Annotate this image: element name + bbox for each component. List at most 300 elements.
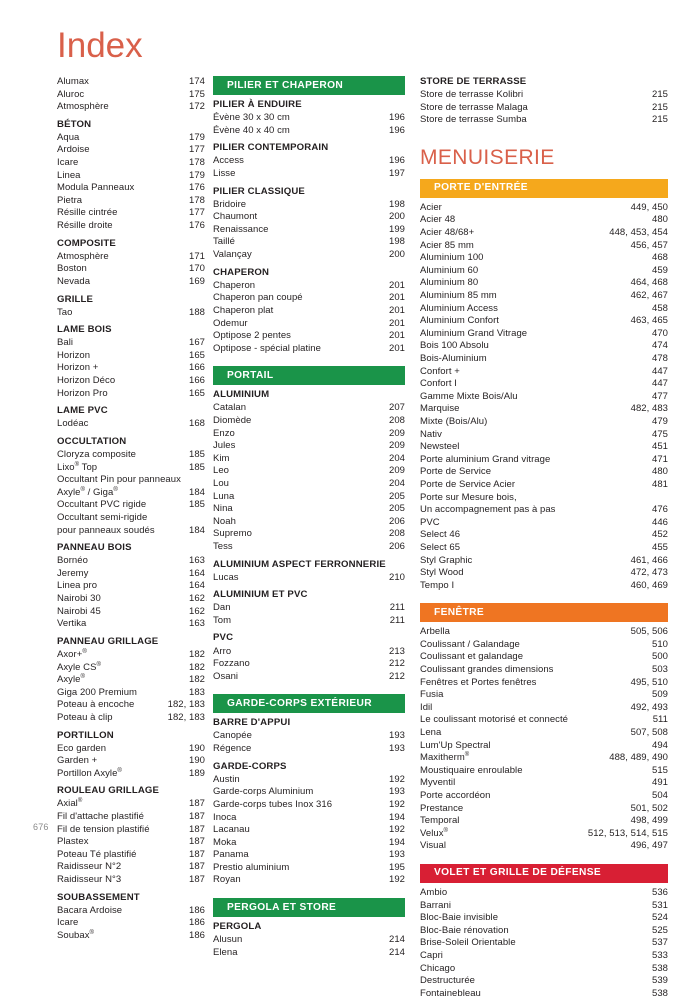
index-entry[interactable] bbox=[420, 303, 668, 316]
entry-name: Nairobi 45 bbox=[57, 605, 101, 617]
index-entry[interactable] bbox=[420, 950, 668, 963]
entry-name: Arbella bbox=[420, 626, 450, 638]
entry-page-number: 495, 510 bbox=[630, 676, 668, 688]
index-entry[interactable] bbox=[213, 862, 405, 875]
index-entry[interactable] bbox=[213, 211, 405, 224]
entry-page-number: 189 bbox=[188, 767, 205, 779]
entry-name: Marquise bbox=[420, 403, 460, 415]
entry-page-number: 187 bbox=[188, 798, 205, 810]
entry-name: pour panneaux soudés bbox=[57, 524, 155, 536]
entry-name: Renaissance bbox=[213, 223, 269, 235]
index-entry[interactable] bbox=[213, 453, 405, 466]
entry-page-number: 196 bbox=[388, 112, 405, 124]
page-number: 676 bbox=[33, 822, 49, 832]
entry-name: Idil bbox=[420, 701, 433, 713]
index-entry[interactable] bbox=[57, 170, 205, 183]
index-entry[interactable] bbox=[213, 491, 405, 504]
index-entry[interactable] bbox=[420, 214, 668, 227]
index-entry[interactable] bbox=[420, 925, 668, 938]
index-entry[interactable] bbox=[213, 318, 405, 331]
entry-name: Barrani bbox=[420, 899, 451, 911]
index-entry[interactable] bbox=[420, 555, 668, 568]
index-entry[interactable] bbox=[57, 375, 205, 388]
index-entry[interactable] bbox=[420, 912, 668, 925]
entry-name: Garden + bbox=[57, 755, 98, 767]
index-entry[interactable] bbox=[57, 849, 205, 862]
index-entry[interactable] bbox=[57, 499, 205, 512]
entry-name: Résille cintrée bbox=[57, 207, 118, 219]
index-entry[interactable] bbox=[57, 76, 205, 89]
entry-name: Occultant PVC rigide bbox=[57, 499, 147, 511]
entry-name: Optipose 2 pentes bbox=[213, 330, 291, 342]
index-entry[interactable] bbox=[213, 615, 405, 628]
group-heading: CHAPERON bbox=[213, 266, 270, 278]
index-entry[interactable] bbox=[57, 555, 205, 568]
index-entry[interactable] bbox=[420, 252, 668, 265]
entry-name: Axyle® bbox=[57, 673, 85, 686]
index-entry[interactable] bbox=[420, 378, 668, 391]
index-entry[interactable] bbox=[57, 157, 205, 170]
index-entry[interactable] bbox=[57, 307, 205, 320]
index-entry[interactable] bbox=[213, 874, 405, 887]
index-entry[interactable] bbox=[57, 824, 205, 837]
entry-name: Atmosphère bbox=[57, 101, 109, 113]
entry-name: Raidisseur N°3 bbox=[57, 874, 122, 886]
entry-name: Valançay bbox=[213, 249, 252, 261]
entry-name: Occultant Pin pour panneaux bbox=[57, 474, 181, 486]
entry-name: Lixo® Top bbox=[57, 461, 98, 473]
entry-page-number: 201 bbox=[388, 330, 405, 342]
index-entry[interactable] bbox=[420, 517, 668, 530]
index-entry[interactable] bbox=[420, 790, 668, 803]
index-entry[interactable] bbox=[213, 743, 405, 756]
entry-name: Luna bbox=[213, 490, 235, 502]
entry-name: Poteau à encoche bbox=[57, 699, 135, 711]
index-entry[interactable] bbox=[420, 529, 668, 542]
index-entry[interactable] bbox=[57, 388, 205, 401]
index-entry[interactable] bbox=[57, 768, 205, 781]
index-entry[interactable] bbox=[57, 743, 205, 756]
entry-page-number: 538 bbox=[651, 962, 668, 974]
index-entry[interactable] bbox=[213, 730, 405, 743]
entry-page-number: 468 bbox=[651, 252, 668, 264]
index-entry[interactable] bbox=[420, 265, 668, 278]
entry-name: Lisse bbox=[213, 167, 236, 179]
index-entry[interactable] bbox=[420, 803, 668, 816]
entry-page-number: 201 bbox=[388, 304, 405, 316]
index-entry[interactable] bbox=[213, 824, 405, 837]
index-entry[interactable] bbox=[57, 930, 205, 943]
index-entry[interactable] bbox=[420, 626, 668, 639]
entry-page-number: 448, 453, 454 bbox=[609, 227, 668, 239]
entry-name: Diomède bbox=[213, 414, 252, 426]
entry-page-number: 539 bbox=[651, 975, 668, 987]
index-entry[interactable] bbox=[420, 727, 668, 740]
entry-page-number: 207 bbox=[388, 402, 405, 414]
index-entry[interactable] bbox=[213, 224, 405, 237]
index-entry[interactable] bbox=[57, 606, 205, 619]
index-entry[interactable] bbox=[420, 777, 668, 790]
entry-name: Select 46 bbox=[420, 529, 461, 541]
index-entry[interactable] bbox=[213, 125, 405, 138]
entry-name: Bois 100 Absolu bbox=[420, 340, 489, 352]
index-entry[interactable] bbox=[57, 101, 205, 114]
entry-name: Horizon Pro bbox=[57, 387, 108, 399]
index-entry[interactable] bbox=[420, 988, 668, 1000]
entry-page-number: 179 bbox=[188, 169, 205, 181]
index-entry[interactable] bbox=[213, 343, 405, 356]
index-entry[interactable] bbox=[57, 662, 205, 675]
group-heading: OCCULTATION bbox=[57, 435, 127, 447]
index-entry[interactable] bbox=[57, 418, 205, 431]
entry-name: Nina bbox=[213, 503, 233, 515]
entry-name: Arro bbox=[213, 645, 232, 657]
index-entry[interactable] bbox=[420, 277, 668, 290]
entry-page-number: 185 bbox=[188, 449, 205, 461]
entry-name: Axyle® / Giga® bbox=[57, 486, 118, 498]
index-entry[interactable] bbox=[57, 207, 205, 220]
entry-name: Leo bbox=[213, 465, 230, 477]
entry-page-number: 190 bbox=[188, 755, 205, 767]
index-entry[interactable] bbox=[420, 89, 668, 102]
entry-name: Moka bbox=[213, 836, 237, 848]
entry-name: Store de terrasse Sumba bbox=[420, 114, 527, 126]
entry-page-number: 460, 469 bbox=[630, 579, 668, 591]
index-entry[interactable] bbox=[420, 752, 668, 765]
entry-page-number: 205 bbox=[388, 490, 405, 502]
index-entry[interactable] bbox=[420, 714, 668, 727]
entry-page-number: 165 bbox=[188, 349, 205, 361]
entry-page-number: 164 bbox=[188, 580, 205, 592]
index-entry[interactable] bbox=[420, 240, 668, 253]
index-entry[interactable] bbox=[57, 132, 205, 145]
index-entry[interactable] bbox=[57, 712, 205, 725]
index-entry[interactable] bbox=[57, 337, 205, 350]
index-entry[interactable] bbox=[57, 350, 205, 363]
index-entry[interactable] bbox=[57, 182, 205, 195]
index-entry[interactable] bbox=[57, 449, 205, 462]
index-entry[interactable] bbox=[420, 290, 668, 303]
index-entry[interactable] bbox=[57, 276, 205, 289]
group-heading: STORE DE TERRASSE bbox=[420, 76, 527, 87]
index-entry[interactable] bbox=[420, 664, 668, 677]
index-entry[interactable] bbox=[213, 249, 405, 262]
index-entry[interactable] bbox=[420, 840, 668, 853]
entry-page-number: 215 bbox=[651, 114, 668, 126]
entry-page-number: 212 bbox=[388, 658, 405, 670]
entry-page-number: 178 bbox=[188, 194, 205, 206]
index-entry[interactable] bbox=[213, 602, 405, 615]
entry-page-number: 209 bbox=[388, 465, 405, 477]
entry-page-number: 185 bbox=[188, 499, 205, 511]
index-entry[interactable] bbox=[213, 415, 405, 428]
entry-page-number: 214 bbox=[388, 946, 405, 958]
entry-page-number: 515 bbox=[651, 764, 668, 776]
index-entry[interactable] bbox=[57, 687, 205, 700]
entry-page-number: 179 bbox=[188, 131, 205, 143]
entry-page-number: 496, 497 bbox=[630, 840, 668, 852]
index-entry[interactable] bbox=[420, 353, 668, 366]
entry-page-number: 165 bbox=[188, 387, 205, 399]
entry-name: Canopée bbox=[213, 730, 252, 742]
entry-name: Store de terrasse Kolibri bbox=[420, 89, 524, 101]
entry-name: Access bbox=[213, 155, 244, 167]
index-entry[interactable] bbox=[420, 580, 668, 593]
entry-name: Catalan bbox=[213, 402, 247, 414]
entry-name: Porte sur Mesure bois, bbox=[420, 491, 517, 503]
entry-page-number: 198 bbox=[388, 236, 405, 248]
index-entry[interactable] bbox=[213, 528, 405, 541]
index-entry[interactable] bbox=[213, 292, 405, 305]
entry-page-number: 162 bbox=[188, 605, 205, 617]
index-entry[interactable] bbox=[420, 828, 668, 841]
index-entry[interactable] bbox=[420, 975, 668, 988]
entry-name: Confort I bbox=[420, 378, 457, 390]
entry-page-number: 215 bbox=[651, 101, 668, 113]
entry-name: Fozzano bbox=[213, 658, 250, 670]
index-entry[interactable] bbox=[57, 811, 205, 824]
entry-name: Acier 48 bbox=[420, 214, 456, 226]
index-entry[interactable] bbox=[213, 541, 405, 554]
entry-page-number: 167 bbox=[188, 337, 205, 349]
index-entry[interactable] bbox=[213, 155, 405, 168]
index-entry[interactable] bbox=[420, 416, 668, 429]
entry-page-number: 187 bbox=[188, 811, 205, 823]
entry-name: Portillon Axyle® bbox=[57, 767, 122, 779]
entry-page-number: 511 bbox=[652, 714, 668, 726]
entry-page-number: 187 bbox=[188, 836, 205, 848]
index-entry[interactable] bbox=[420, 677, 668, 690]
entry-page-number: 212 bbox=[388, 670, 405, 682]
entry-page-number: 175 bbox=[188, 88, 205, 100]
index-entry[interactable] bbox=[57, 649, 205, 662]
index-entry[interactable] bbox=[57, 144, 205, 157]
index-entry[interactable] bbox=[420, 740, 668, 753]
group-heading: PILIER CLASSIQUE bbox=[213, 185, 305, 197]
index-entry[interactable] bbox=[213, 799, 405, 812]
index-entry[interactable] bbox=[420, 542, 668, 555]
entry-page-number: 196 bbox=[388, 155, 405, 167]
index-entry[interactable] bbox=[213, 428, 405, 441]
index-entry[interactable] bbox=[420, 114, 668, 127]
entry-page-number: 182, 183 bbox=[167, 699, 205, 711]
entry-page-number: 201 bbox=[388, 292, 405, 304]
entry-name: Icare bbox=[57, 917, 79, 929]
index-entry[interactable] bbox=[420, 567, 668, 580]
entry-page-number: 193 bbox=[388, 849, 405, 861]
index-entry[interactable] bbox=[213, 786, 405, 799]
entry-name: Évène 40 x 40 cm bbox=[213, 124, 290, 136]
index-entry[interactable] bbox=[420, 466, 668, 479]
index-entry[interactable] bbox=[213, 812, 405, 825]
index-entry[interactable] bbox=[57, 474, 205, 487]
entry-page-number: 190 bbox=[188, 742, 205, 754]
entry-name: Myventil bbox=[420, 777, 456, 789]
index-entry[interactable] bbox=[57, 755, 205, 768]
index-entry[interactable] bbox=[213, 236, 405, 249]
index-entry[interactable] bbox=[57, 195, 205, 208]
index-entry[interactable] bbox=[213, 478, 405, 491]
index-entry[interactable] bbox=[420, 391, 668, 404]
entry-page-number: 187 bbox=[188, 861, 205, 873]
index-entry[interactable] bbox=[57, 568, 205, 581]
page-title: Index bbox=[57, 26, 143, 65]
index-entry[interactable] bbox=[420, 504, 668, 517]
entry-name: Aluminium 60 bbox=[420, 264, 479, 276]
index-entry[interactable] bbox=[420, 963, 668, 976]
entry-page-number: 488, 489, 490 bbox=[609, 752, 668, 764]
index-entry[interactable] bbox=[57, 618, 205, 631]
index-entry[interactable] bbox=[420, 937, 668, 950]
index-entry[interactable] bbox=[213, 947, 405, 960]
entry-page-number: 208 bbox=[388, 414, 405, 426]
index-entry[interactable] bbox=[57, 263, 205, 276]
index-entry[interactable] bbox=[420, 639, 668, 652]
entry-page-number: 491 bbox=[651, 777, 668, 789]
index-entry[interactable] bbox=[420, 403, 668, 416]
entry-page-number: 200 bbox=[388, 249, 405, 261]
index-entry[interactable] bbox=[57, 593, 205, 606]
index-entry[interactable] bbox=[420, 340, 668, 353]
entry-name: Enzo bbox=[213, 427, 235, 439]
entry-page-number: 166 bbox=[188, 375, 205, 387]
index-entry[interactable] bbox=[213, 199, 405, 212]
index-entry[interactable] bbox=[57, 251, 205, 264]
index-entry[interactable] bbox=[213, 503, 405, 516]
index-entry[interactable] bbox=[57, 362, 205, 375]
entry-name: Dan bbox=[213, 602, 231, 614]
index-entry[interactable] bbox=[57, 487, 205, 500]
index-entry[interactable] bbox=[420, 328, 668, 341]
entry-page-number: 211 bbox=[389, 602, 405, 614]
index-entry[interactable] bbox=[213, 516, 405, 529]
entry-name: Soubax® bbox=[57, 929, 95, 941]
entry-page-number: 509 bbox=[651, 689, 668, 701]
index-entry[interactable] bbox=[57, 861, 205, 874]
entry-page-number: 471 bbox=[651, 453, 668, 465]
index-entry[interactable] bbox=[57, 512, 205, 525]
entry-name: Fil d'attache plastifié bbox=[57, 811, 144, 823]
entry-page-number: 185 bbox=[188, 461, 205, 473]
entry-page-number: 183 bbox=[188, 686, 205, 698]
index-entry[interactable] bbox=[213, 168, 405, 181]
entry-name: Bali bbox=[57, 337, 74, 349]
group-heading: ROULEAU GRILLAGE bbox=[57, 785, 160, 797]
index-column-2 bbox=[209, 76, 414, 1000]
group-heading: SOUBASSEMENT bbox=[57, 891, 140, 903]
index-entry[interactable] bbox=[420, 651, 668, 664]
index-entry[interactable] bbox=[213, 774, 405, 787]
index-entry[interactable] bbox=[57, 874, 205, 887]
index-entry[interactable] bbox=[213, 849, 405, 862]
index-entry[interactable] bbox=[420, 492, 668, 505]
index-entry[interactable] bbox=[57, 220, 205, 233]
group-heading: LAME BOIS bbox=[57, 324, 112, 336]
index-entry[interactable] bbox=[420, 887, 668, 900]
group-heading: BARRE D'APPUI bbox=[213, 717, 291, 729]
index-entry[interactable] bbox=[420, 202, 668, 215]
index-entry[interactable] bbox=[213, 934, 405, 947]
index-entry[interactable] bbox=[213, 671, 405, 684]
entry-name: Le coulissant motorisé et connecté bbox=[420, 714, 568, 726]
index-entry[interactable] bbox=[420, 102, 668, 115]
index-entry[interactable] bbox=[420, 765, 668, 778]
index-entry[interactable] bbox=[213, 440, 405, 453]
entry-name: Lou bbox=[213, 477, 230, 489]
index-entry[interactable] bbox=[213, 658, 405, 671]
entry-page-number: 214 bbox=[388, 934, 405, 946]
index-entry[interactable] bbox=[57, 674, 205, 687]
entry-name: Alusun bbox=[213, 934, 243, 946]
index-entry[interactable] bbox=[420, 689, 668, 702]
index-entry[interactable] bbox=[57, 905, 205, 918]
group-heading: BÉTON bbox=[57, 118, 92, 130]
entry-page-number: 171 bbox=[188, 250, 205, 262]
index-entry[interactable] bbox=[57, 699, 205, 712]
entry-name: Bridoire bbox=[213, 198, 247, 210]
index-entry[interactable] bbox=[213, 402, 405, 415]
entry-name: Bois-Aluminium bbox=[420, 353, 487, 364]
entry-name: Styl Graphic bbox=[420, 554, 473, 566]
entry-name: Bornéo bbox=[57, 555, 88, 567]
index-entry[interactable] bbox=[420, 479, 668, 492]
index-entry[interactable] bbox=[213, 280, 405, 293]
entry-page-number: 198 bbox=[388, 198, 405, 210]
index-entry[interactable] bbox=[213, 572, 405, 585]
entry-page-number: 455 bbox=[651, 541, 668, 553]
entry-page-number: 168 bbox=[188, 418, 205, 430]
entry-page-number: 187 bbox=[188, 848, 205, 860]
index-entry[interactable] bbox=[213, 305, 405, 318]
index-entry[interactable] bbox=[213, 465, 405, 478]
entry-page-number: 201 bbox=[388, 279, 405, 291]
index-entry[interactable] bbox=[57, 836, 205, 849]
entry-name: Confort + bbox=[420, 365, 460, 377]
index-entry[interactable] bbox=[420, 900, 668, 913]
entry-name: Atmosphère bbox=[57, 250, 109, 262]
section-bar: PILIER ET CHAPERON bbox=[213, 76, 405, 95]
index-entry[interactable] bbox=[213, 330, 405, 343]
index-entry[interactable] bbox=[420, 815, 668, 828]
entry-page-number: 507, 508 bbox=[630, 727, 668, 739]
index-entry[interactable] bbox=[420, 702, 668, 715]
index-entry[interactable] bbox=[213, 646, 405, 659]
index-entry[interactable] bbox=[420, 227, 668, 240]
index-entry[interactable] bbox=[213, 112, 405, 125]
index-entry[interactable] bbox=[57, 525, 205, 538]
index-entry[interactable] bbox=[57, 580, 205, 593]
index-entry[interactable] bbox=[420, 315, 668, 328]
index-entry[interactable] bbox=[57, 89, 205, 102]
index-entry[interactable] bbox=[420, 366, 668, 379]
entry-page-number: 482, 483 bbox=[630, 403, 668, 415]
index-entry[interactable] bbox=[420, 429, 668, 442]
entry-page-number: 538 bbox=[651, 987, 668, 999]
entry-page-number: 178 bbox=[188, 157, 205, 169]
entry-page-number: 481 bbox=[651, 478, 668, 490]
entry-page-number: 504 bbox=[651, 790, 668, 801]
entry-page-number: 182 bbox=[188, 674, 205, 686]
entry-page-number: 536 bbox=[651, 886, 668, 898]
index-entry[interactable] bbox=[57, 917, 205, 930]
entry-page-number: 186 bbox=[188, 929, 205, 941]
index-entry[interactable] bbox=[420, 441, 668, 454]
entry-name: Prestio aluminium bbox=[213, 861, 290, 873]
index-entry[interactable] bbox=[57, 798, 205, 811]
index-entry[interactable] bbox=[213, 837, 405, 850]
index-entry[interactable] bbox=[57, 462, 205, 475]
index-entry[interactable] bbox=[420, 454, 668, 467]
